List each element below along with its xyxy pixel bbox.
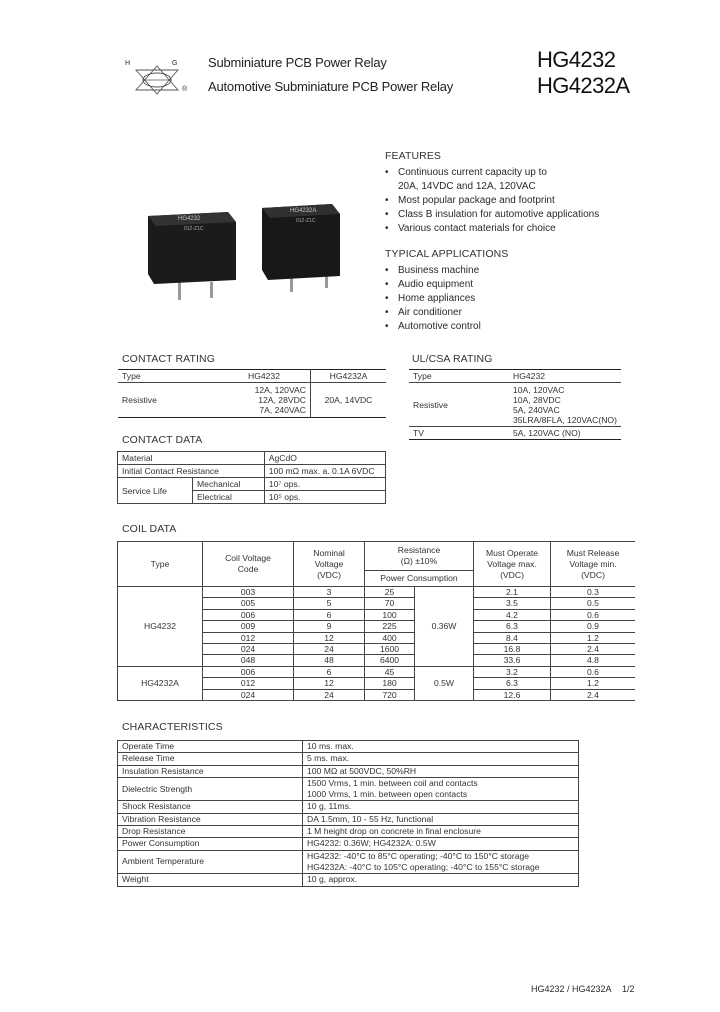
characteristic-value: 5 ms. max.	[303, 753, 579, 765]
coil-h-resistance: Resistance (Ω) ±10%	[365, 542, 474, 571]
coil-nominal: 12	[294, 632, 365, 643]
cd-icr-value: 100 mΩ max. a. 0.1A 6VDC	[264, 465, 385, 478]
coil-h-operate: Must Operate Voltage max. (VDC)	[474, 542, 551, 587]
coil-operate: 3.5	[474, 598, 551, 609]
contact-rating-title: CONTACT RATING	[122, 353, 215, 365]
cr-hg4232a-value: 20A, 14VDC	[324, 395, 373, 405]
application-item: • Audio equipment	[385, 279, 474, 290]
characteristic-label: Vibration Resistance	[118, 813, 303, 825]
coil-nominal: 6	[294, 666, 365, 677]
coil-operate: 16.8	[474, 644, 551, 655]
application-item: • Automotive control	[385, 321, 481, 332]
coil-type-cell: HG4232	[118, 587, 203, 667]
model-title-2: HG4232A	[537, 73, 630, 98]
ul-row1-label: Resistive	[413, 399, 448, 410]
characteristics-row	[118, 874, 579, 886]
coil-nominal: 24	[294, 689, 365, 700]
logo-letter-h: H	[125, 60, 131, 67]
coil-nominal: 5	[294, 598, 365, 609]
coil-operate: 6.3	[474, 678, 551, 689]
cr-hg4232-values: 12A, 120VAC 12A, 28VDC 7A, 240VAC	[218, 383, 311, 418]
characteristic-label: Drop Resistance	[118, 826, 303, 838]
feature-item: • Continuous current capacity up to	[385, 167, 547, 178]
cr-row-label: Resistive	[122, 395, 157, 405]
coil-release: 1.2	[551, 632, 636, 643]
cd-elec-label: Electrical	[193, 491, 265, 504]
ul-row2-value: 5A, 120VAC (NO)	[513, 428, 581, 438]
application-item: • Business machine	[385, 265, 480, 276]
logo-graphic	[122, 56, 202, 100]
cd-life-label: Service Life	[118, 478, 193, 504]
characteristics-row	[118, 801, 579, 813]
characteristics-row	[118, 765, 579, 777]
characteristic-value: 1500 Vrms, 1 min. between coil and contacts 1000 Vrms, 1 min. between open contacts	[303, 777, 579, 801]
coil-release: 0.6	[551, 609, 636, 620]
feature-item: • Class B insulation for automotive applications	[385, 209, 600, 220]
coil-code: 024	[203, 689, 294, 700]
feature-item: • Most popular package and footprint	[385, 195, 555, 206]
logo-letter-g: G	[172, 60, 178, 67]
ul-row1-values: 10A, 120VAC 10A, 28VDC 5A, 240VAC 35LRA/8FLA, 120VAC(NO)	[513, 385, 617, 425]
coil-resistance: 25	[365, 587, 415, 598]
applications-list	[385, 264, 481, 334]
relay2-label: HG4232A	[290, 208, 317, 214]
feature-item: 20A, 14VDC and 12A, 120VAC	[398, 181, 536, 192]
company-logo	[122, 56, 202, 100]
coil-resistance: 400	[365, 632, 415, 643]
cr-header-hg4232a: HG4232A	[329, 371, 368, 381]
cd-mech-label: Mechanical	[193, 478, 265, 491]
coil-code: 006	[203, 609, 294, 620]
relay-photo-graphic	[140, 196, 350, 306]
coil-nominal: 6	[294, 609, 365, 620]
cd-mech-value: 10⁷ ops.	[264, 478, 385, 491]
characteristics-row	[118, 753, 579, 765]
features-title: FEATURES	[385, 150, 442, 162]
coil-release: 4.8	[551, 655, 636, 666]
characteristic-value: HG4232: -40°C to 85°C operating; -40°C to 150°C storage HG4232A: -40°C to 105°C operating; -40°C to 155°C storage	[303, 850, 579, 874]
coil-resistance: 720	[365, 689, 415, 700]
coil-operate: 8.4	[474, 632, 551, 643]
coil-release: 0.5	[551, 598, 636, 609]
characteristics-row	[118, 741, 579, 753]
applications-title: TYPICAL APPLICATIONS	[385, 248, 509, 260]
coil-resistance: 225	[365, 621, 415, 632]
coil-resistance: 70	[365, 598, 415, 609]
characteristic-value: DA 1.5mm, 10 - 55 Hz, functional	[303, 813, 579, 825]
coil-release: 0.3	[551, 587, 636, 598]
coil-code: 006	[203, 666, 294, 677]
coil-code: 024	[203, 644, 294, 655]
cr-header-type: Type	[122, 371, 141, 381]
ul-header-model: HG4232	[513, 371, 546, 381]
coil-code: 005	[203, 598, 294, 609]
characteristic-label: Weight	[118, 874, 303, 886]
application-item: • Home appliances	[385, 293, 476, 304]
characteristic-label: Operate Time	[118, 741, 303, 753]
coil-h-code: Coil Voltage Code	[203, 542, 294, 587]
cd-material-value: AgCdO	[264, 452, 385, 465]
coil-h-nominal: Nominal Voltage (VDC)	[294, 542, 365, 587]
characteristic-value: 10 g, 11ms.	[303, 801, 579, 813]
coil-nominal: 24	[294, 644, 365, 655]
characteristic-value: 10 ms. max.	[303, 741, 579, 753]
coil-row	[118, 666, 636, 677]
coil-code: 012	[203, 678, 294, 689]
coil-code: 048	[203, 655, 294, 666]
coil-code: 003	[203, 587, 294, 598]
ul-rating-table	[409, 369, 621, 440]
ul-header-type: Type	[413, 371, 432, 381]
contact-data-title: CONTACT DATA	[122, 434, 203, 446]
coil-operate: 3.2	[474, 666, 551, 677]
coil-type-cell: HG4232A	[118, 666, 203, 700]
coil-resistance: 100	[365, 609, 415, 620]
coil-power-cell: 0.5W	[415, 666, 474, 700]
coil-release: 2.4	[551, 689, 636, 700]
coil-h-type: Type	[118, 542, 203, 587]
relay2-code: 012-Z1C	[296, 218, 316, 224]
header-line2: Automotive Subminiature PCB Power Relay	[208, 79, 454, 94]
feature-item: • Various contact materials for choice	[385, 223, 556, 234]
coil-nominal: 3	[294, 587, 365, 598]
coil-resistance: 45	[365, 666, 415, 677]
contact-data-table	[117, 451, 386, 504]
characteristics-title: CHARACTERISTICS	[122, 721, 223, 733]
footer-page: 1/2	[622, 984, 635, 994]
coil-operate: 4.2	[474, 609, 551, 620]
coil-code: 012	[203, 632, 294, 643]
cd-icr-label: Initial Contact Resistance	[118, 465, 265, 478]
coil-operate: 2.1	[474, 587, 551, 598]
cd-elec-value: 10⁵ ops.	[264, 491, 385, 504]
footer-model: HG4232 / HG4232A	[531, 984, 612, 994]
characteristic-label: Release Time	[118, 753, 303, 765]
coil-data-table	[117, 541, 635, 701]
coil-nominal: 9	[294, 621, 365, 632]
contact-rating-table	[118, 369, 386, 418]
characteristics-row	[118, 777, 579, 801]
coil-code: 009	[203, 621, 294, 632]
coil-nominal: 48	[294, 655, 365, 666]
model-title-1: HG4232	[537, 47, 616, 72]
coil-h-power: Power Consumption	[365, 570, 474, 586]
ul-row2-label: TV	[413, 428, 424, 438]
coil-resistance: 1600	[365, 644, 415, 655]
coil-resistance: 6400	[365, 655, 415, 666]
cd-material-label: Material	[118, 452, 265, 465]
characteristics-table	[117, 740, 579, 887]
coil-resistance: 180	[365, 678, 415, 689]
coil-row	[118, 587, 636, 598]
features-list	[385, 166, 599, 236]
characteristic-label: Dielectric Strength	[118, 777, 303, 801]
characteristics-row	[118, 813, 579, 825]
characteristic-value: 1 M height drop on concrete in final enclosure	[303, 826, 579, 838]
relay1-code: 012-Z1C	[184, 226, 204, 232]
relay1-label: HG4232	[178, 216, 201, 222]
characteristics-row	[118, 850, 579, 874]
application-item: • Air conditioner	[385, 307, 462, 318]
characteristic-value: 100 MΩ at 500VDC, 50%RH	[303, 765, 579, 777]
ul-rating-title: UL/CSA RATING	[412, 353, 493, 365]
characteristic-label: Power Consumption	[118, 838, 303, 850]
product-photo	[140, 196, 350, 306]
coil-release: 1.2	[551, 678, 636, 689]
header-line1: Subminiature PCB Power Relay	[208, 55, 387, 70]
characteristics-row	[118, 838, 579, 850]
characteristic-label: Ambient Temperature	[118, 850, 303, 874]
characteristic-label: Shock Resistance	[118, 801, 303, 813]
coil-operate: 33.6	[474, 655, 551, 666]
characteristic-value: HG4232: 0.36W; HG4232A: 0.5W	[303, 838, 579, 850]
characteristics-row	[118, 826, 579, 838]
logo-registered: ®	[182, 86, 188, 93]
characteristic-label: Insulation Resistance	[118, 765, 303, 777]
coil-release: 2.4	[551, 644, 636, 655]
characteristic-value: 10 g, approx.	[303, 874, 579, 886]
coil-data-title: COIL DATA	[122, 523, 177, 535]
coil-nominal: 12	[294, 678, 365, 689]
coil-power-cell: 0.36W	[415, 587, 474, 667]
cr-header-hg4232: HG4232	[218, 370, 311, 383]
coil-h-release: Must Release Voltage min. (VDC)	[551, 542, 636, 587]
coil-release: 0.6	[551, 666, 636, 677]
coil-operate: 6.3	[474, 621, 551, 632]
coil-release: 0.9	[551, 621, 636, 632]
coil-operate: 12.6	[474, 689, 551, 700]
